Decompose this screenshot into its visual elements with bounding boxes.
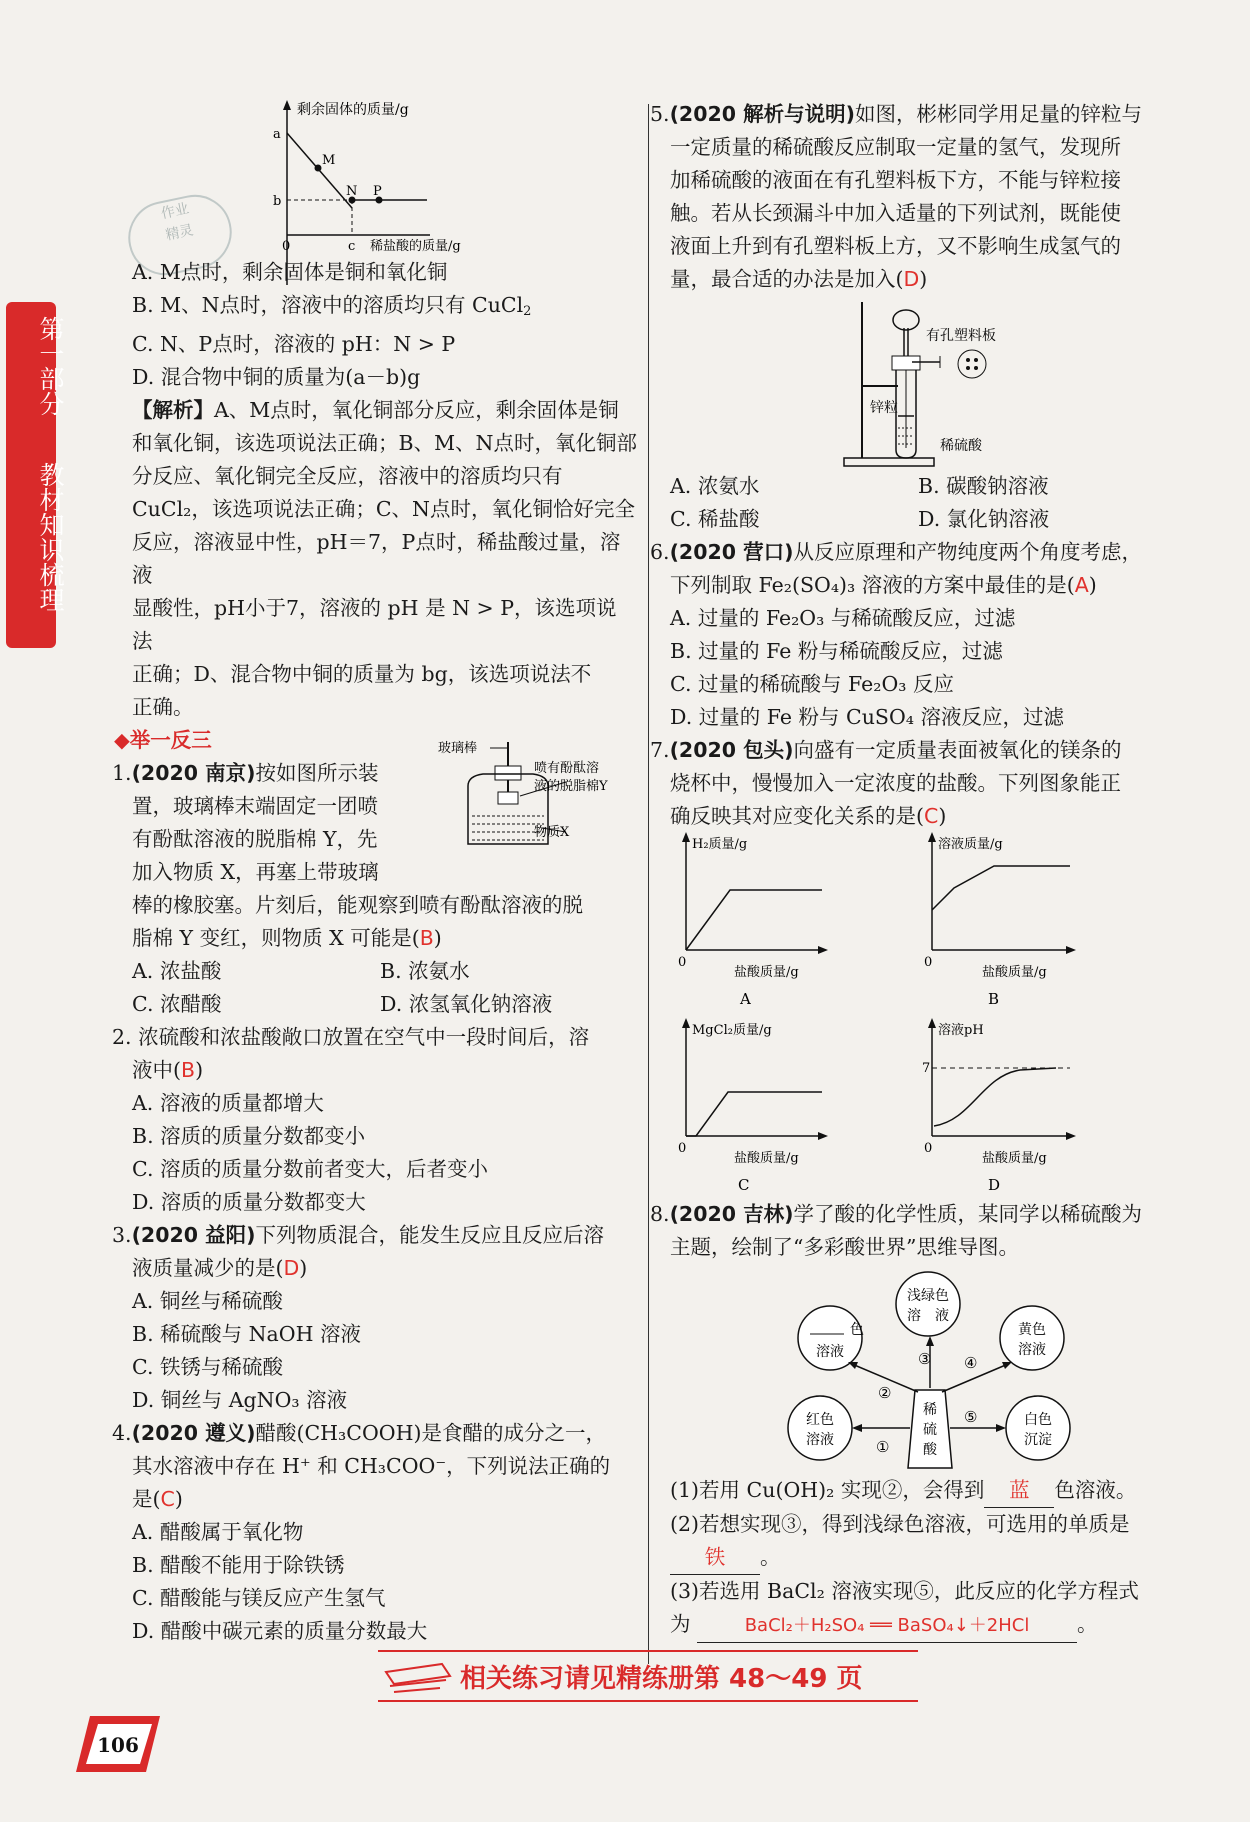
svg-text:物质X: 物质X bbox=[534, 825, 570, 840]
svg-text:溶液: 溶液 bbox=[806, 1432, 834, 1448]
graph-xlabel: 稀盐酸的质量/g bbox=[370, 239, 461, 254]
option-c: C. N、P点时，溶液的 pH：N > P bbox=[132, 332, 456, 356]
svg-text:酸: 酸 bbox=[923, 1442, 937, 1458]
svg-text:溶液pH: 溶液pH bbox=[938, 1023, 984, 1038]
q1-apparatus bbox=[438, 736, 638, 856]
svg-text:B: B bbox=[988, 990, 1000, 1008]
page: 第一部分 教材知识梳理 剩余固体的质量/g a b 0 c M N P 稀盐酸的质量/g 作业 精灵 A. M点时，剩余固体是铜和氧化铜 B. M、N点时，溶液中的溶质均只有 CuCl$_2$ C. N、P点时，溶液的 pH：N > P D. 混合物中铜的质量为(a－b)g 【解析】A、M点时，氧化铜部分反应，剩余固体是铜 和氧化铜，该选项说法正确；B、M、N点时，氧化铜部 分反应、氧化铜完全反应，溶液中的溶质均只有 CuCl₂，该选项说法正确；C、N点时，氧化铜恰好完全 反应，溶液显中性，pH＝7，P点时，稀盐酸过量，溶液 显酸性，pH小于7，溶液的 pH 是 N > P，该选项说法 正确；D、混合物中铜的质量为 bg，该选项说法不 正确。 ◆举一反三 1.(2020 南京)按如图所示装 置，玻璃棒末端固定一团喷 有酚酞溶液的脱脂棉 Y，先 加入物质 X，再塞上带玻璃 棒的橡胶塞。片刻后，能观察到喷有酚酞溶液的脱 脂棉 Y 变红，则物质 X 可能是(B) A. 浓盐酸 B. 浓氨水 C. 浓醋酸 D. 浓氢氧化钠溶液 2. 浓硫酸和浓盐酸敞口放置在空气中一段时间后，溶 液中(B) A. 溶液的质量都增大 B. 溶质的质量分数都变小 C. 溶质的质量分数前者变大，后者变小 D. 溶质的质量分数都变大 3.(2020 益阳)下列物质混合，能发生反应且反应后溶 液质量减少的是(D) A. 铜丝与稀硫酸 B. 稀硫酸与 NaOH 溶液 C. 铁锈与稀硫酸 D. 铜丝与 AgNO₃ 溶液 4.(2020 遵义)醋酸(CH₃COOH)是食醋的成分之一， 其水溶液中存在 H⁺ 和 CH₃COO⁻，下列说法正确的 是(C) A. 醋酸属于氧化物 B. 醋酸不能用于除铁锈 C. 醋酸能与镁反应产生氢气 D. 醋酸中碳元素的质量分数最大 玻璃棒 喷有酚酞溶 液的脱脂棉Y 物质X 5.(2020 解析与说明)如图，彬彬同学用足量的锌粒与 一定质量的稀硫酸反应制取一定量的氢气，发现所 加稀硫酸的液面在有孔塑料板下方，不能与锌粒接 触。若从长颈漏斗中加入适量的下列试剂，既能使 液面上升到有孔塑料板上方，又不影响生成氢气的 量，最合适的办法是加入(D) 有孔塑料板 锌粒 稀硫酸 A. 浓氨水 B. 碳酸钠溶液 C. 稀盐酸 D. 氯化钠溶液 6.(2020 营口)从反应原理和产物纯度两个角度考虑， 下列制取 Fe₂(SO₄)₃ 溶液的方案中最佳的是(A) A. 过量的 Fe₂O₃ 与稀硫酸反应，过滤 B. 过量的 Fe 粉与稀硫酸反应，过滤 C. 过量的稀硫酸与 Fe₂O₃ 反应 D. 过量的 Fe 粉与 CuSO₄ 溶液反应，过滤 7.(2020 包头)向盛有一定质量表面被氧化的镁条的 烧杯中，慢慢加入一定浓度的盐酸。下列图象能正 确反映其对应变化关系的是(C) H₂质量/g 0 盐酸质量/g A 溶液质量/g 0 盐酸质量/g B MgCl₂质量/g 0 盐酸质量/g C 溶液pH 7 0 盐酸质量/g D 8.(2020 吉林)学了酸的化学性质，某同学以稀硫酸为 主题，绘制了“多彩酸世界”思维导图。 稀 硫 酸 浅绿色 溶 液 色 溶液 黄色 溶液 红色 溶液 白色 沉淀 ③ ② ④ ① ⑤ (1)若用 Cu(OH)₂ 实现②，会得到 蓝 色溶液。 (2)若想实现③，得到浅绿色溶液，可选用的单质是 铁 。 (3)若选用 BaCl₂ 溶液实现⑤，此反应的化学方程式 为 BaCl₂＋H₂SO₄ ══ BaSO₄↓＋2HCl 。 相关练习请见精练册第 48～49 页 106 bbox=[0, 0, 1250, 1822]
option-d: D. 混合物中铜的质量为(a－b)g bbox=[132, 365, 421, 389]
q6-answer: A bbox=[1074, 573, 1089, 597]
svg-text:液的脱脂棉Y: 液的脱脂棉Y bbox=[534, 779, 608, 794]
q7-graph-c bbox=[678, 1018, 828, 1194]
svg-text:色: 色 bbox=[850, 1322, 864, 1338]
svg-text:0: 0 bbox=[678, 1141, 687, 1156]
svg-text:0: 0 bbox=[924, 955, 933, 970]
svg-text:MgCl₂质量/g: MgCl₂质量/g bbox=[692, 1023, 772, 1038]
section-heading: ◆举一反三 bbox=[114, 728, 212, 752]
q7-graph-a bbox=[678, 832, 828, 1008]
svg-text:D: D bbox=[988, 1176, 1001, 1194]
svg-text:白色: 白色 bbox=[1024, 1412, 1052, 1428]
q4-answer: C bbox=[160, 1487, 175, 1511]
svg-text:③: ③ bbox=[918, 1350, 932, 1368]
q2-answer: B bbox=[181, 1058, 196, 1082]
svg-text:有孔塑料板: 有孔塑料板 bbox=[926, 328, 996, 344]
svg-text:溶液: 溶液 bbox=[816, 1344, 844, 1360]
point-m bbox=[315, 165, 322, 172]
svg-text:盐酸质量/g: 盐酸质量/g bbox=[734, 1151, 799, 1166]
q3: 3.(2020 益阳)下列物质混合，能发生反应且反应后溶 bbox=[112, 1223, 604, 1247]
side-tab-title: 教材知识梳理 bbox=[36, 462, 65, 612]
svg-text:⑤: ⑤ bbox=[964, 1408, 978, 1426]
option-a: A. M点时，剩余固体是铜和氧化铜 bbox=[132, 260, 448, 284]
side-tab-part: 第一部分 bbox=[36, 316, 65, 416]
svg-text:②: ② bbox=[878, 1384, 892, 1402]
svg-text:c: c bbox=[348, 239, 356, 254]
svg-text:玻璃棒: 玻璃棒 bbox=[438, 741, 478, 756]
q8-sub2: (2)若想实现③，得到浅绿色溶液，可选用的单质是 bbox=[670, 1512, 1130, 1536]
svg-text:溶 液: 溶 液 bbox=[907, 1308, 949, 1324]
q8: 8.(2020 吉林)学了酸的化学性质，某同学以稀硫酸为 bbox=[650, 1202, 1142, 1226]
q8-sub3-answer: BaCl₂＋H₂SO₄ ══ BaSO₄↓＋2HCl bbox=[697, 1609, 1077, 1643]
q8-sub1-answer: 蓝 bbox=[984, 1474, 1054, 1508]
q5: 5.(2020 解析与说明)如图，彬彬同学用足量的锌粒与 bbox=[650, 102, 1142, 126]
option-b: B. M、N点时，溶液中的溶质均只有 CuCl$_2$ bbox=[132, 293, 532, 319]
svg-text:④: ④ bbox=[964, 1354, 978, 1372]
svg-text:盐酸质量/g: 盐酸质量/g bbox=[982, 1151, 1047, 1166]
svg-text:0: 0 bbox=[924, 1141, 933, 1156]
svg-text:稀硫酸: 稀硫酸 bbox=[940, 438, 982, 454]
q7-answer: C bbox=[924, 804, 939, 828]
pencil-icon bbox=[380, 1654, 460, 1698]
svg-text:黄色: 黄色 bbox=[1018, 1322, 1046, 1338]
q6: 6.(2020 营口)从反应原理和产物纯度两个角度考虑， bbox=[650, 540, 1142, 564]
svg-text:溶液质量/g: 溶液质量/g bbox=[938, 837, 1003, 852]
svg-text:沉淀: 沉淀 bbox=[1024, 1432, 1052, 1448]
q7-graphs bbox=[672, 830, 1092, 1194]
svg-text:P: P bbox=[373, 184, 382, 199]
chapter-side-tab bbox=[6, 302, 65, 648]
svg-text:盐酸质量/g: 盐酸质量/g bbox=[982, 965, 1047, 980]
page-number: 106 bbox=[97, 1733, 139, 1757]
q3-answer: D bbox=[283, 1256, 300, 1280]
svg-text:稀: 稀 bbox=[923, 1402, 937, 1418]
q5-answer: D bbox=[903, 267, 920, 291]
svg-text:a: a bbox=[273, 127, 281, 142]
analysis: 【解析】A、M点时，氧化铜部分反应，剩余固体是铜 bbox=[132, 398, 619, 422]
q7-graph-b bbox=[924, 832, 1076, 1008]
q7: 7.(2020 包头)向盛有一定质量表面被氧化的镁条的 bbox=[650, 738, 1122, 762]
svg-text:0: 0 bbox=[282, 239, 291, 254]
svg-text:盐酸质量/g: 盐酸质量/g bbox=[734, 965, 799, 980]
graph-ylabel: 剩余固体的质量/g bbox=[297, 102, 409, 118]
watermark-stamp: 作业 精灵 bbox=[121, 188, 238, 282]
svg-text:A: A bbox=[740, 990, 751, 1008]
svg-text:H₂质量/g: H₂质量/g bbox=[692, 837, 748, 852]
svg-text:锌粒: 锌粒 bbox=[870, 400, 898, 416]
mind-map bbox=[780, 1268, 1100, 1478]
svg-text:喷有酚酞溶: 喷有酚酞溶 bbox=[534, 761, 600, 776]
svg-text:溶液: 溶液 bbox=[1018, 1342, 1046, 1358]
q5-apparatus bbox=[840, 298, 1080, 470]
q2: 2. 浓硫酸和浓盐酸敞口放置在空气中一段时间后，溶 bbox=[112, 1025, 590, 1049]
q1: 1.(2020 南京)按如图所示装 bbox=[112, 761, 379, 785]
svg-text:b: b bbox=[273, 194, 282, 209]
q8-sub1: (1)若用 Cu(OH)₂ 实现②，会得到 蓝 色溶液。 bbox=[670, 1474, 1180, 1508]
svg-text:①: ① bbox=[876, 1438, 890, 1456]
svg-text:C: C bbox=[738, 1176, 750, 1194]
q8-sub2-answer: 铁 bbox=[670, 1541, 760, 1575]
svg-text:M: M bbox=[322, 153, 336, 168]
svg-text:N: N bbox=[346, 184, 358, 199]
footer-reference: 相关练习请见精练册第 48～49 页 bbox=[460, 1664, 863, 1694]
q4: 4.(2020 遵义)醋酸(CH₃COOH)是食醋的成分之一， bbox=[112, 1421, 606, 1445]
svg-text:浅绿色: 浅绿色 bbox=[907, 1288, 949, 1304]
svg-text:7: 7 bbox=[922, 1061, 931, 1076]
svg-text:硫: 硫 bbox=[923, 1422, 937, 1438]
svg-text:红色: 红色 bbox=[806, 1412, 834, 1428]
column-divider bbox=[648, 104, 649, 1664]
q8-sub3: (3)若选用 BaCl₂ 溶液实现⑤，此反应的化学方程式 bbox=[670, 1579, 1139, 1603]
q7-graph-d bbox=[922, 1018, 1076, 1194]
q1-answer: B bbox=[419, 926, 434, 950]
page-number-badge bbox=[70, 1714, 166, 1774]
svg-text:0: 0 bbox=[678, 955, 687, 970]
